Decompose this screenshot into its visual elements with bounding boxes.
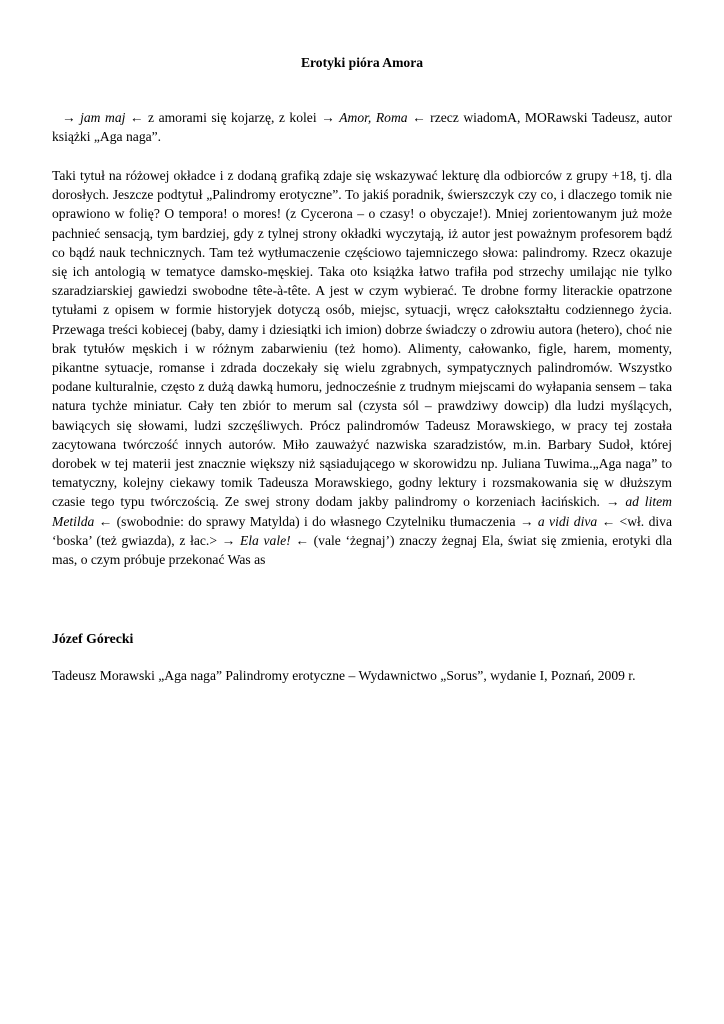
- palindrome-phrase: Ela vale!: [239, 532, 291, 548]
- arrow-left: ←: [295, 532, 309, 548]
- body-text: (swobodnie: do sprawy Matylda) i do własnego Czytelniku tłumaczenia: [112, 513, 520, 529]
- intro-text: z amorami się kojarzę, z kolei: [143, 110, 322, 125]
- palindrome-phrase: a vidi diva: [537, 513, 598, 529]
- arrow-right: →: [221, 532, 236, 548]
- body-text: <wł. diva ‘boska’ (też gwiazda), z łac.>: [52, 513, 672, 548]
- citation: Tadeusz Morawski „Aga naga” Palindromy erotyczne – Wydawnictwo „Sorus”, wydanie I, Poznań, 2009 r.: [52, 668, 636, 683]
- author-name: Józef Górecki: [52, 631, 134, 646]
- body-paragraph: [52, 166, 672, 569]
- palindrome-phrase: Amor, Roma: [339, 110, 408, 125]
- body-text: (vale ‘żegnaj’) znaczy żegnaj Ela, świat się zmienia, erotyki dla mas, o czym próbuje przekonać Was as: [52, 532, 673, 568]
- body-text: Taki tytuł na różowej okładce i z dodaną grafiką zdaje się wskazywać lekturę dla odbiorców z grupy +18, tj. dla dorosłych. Jeszcze podtytuł „Palindromy erotyczne”. To jakiś poradnik, świerszczyk czy co, i dlaczego tomik nie oprawiono w folię? O tempora! o mores! (z Cycerona – o czasy! o obyczaje!). Mniej zorientowanym już może pachnieć sensacją, tym bardziej, gdy z tylnej strony okładki wyczytają, iż autor jest poważnym profesorem bądź co bądź nauk technicznych. Tam też wytłumaczenie częściowo tajemniczego słowa: palindromy. Rzecz okazuje się ich antologią w tematyce damsko-męskiej. Taka oto książka łatwo trafiła pod strzechy umilając nie tylko szaradziarskiej gawiedzi swobodne tête-à-tête. A jest w czym wybierać. Te drobne formy literackie opatrzone tytułami z opisem w formie historyjek dotyczą osób, miejsc, sytuacji, wręcz całokształtu codziennego życia. Przewaga treści kobiecej (baby, damy i dziesiątki ich imion) dobrze świadczy o zdrowiu autora (hetero), choć nie brak tytułów męskich i w różnym zabarwieniu (też homo). Alimenty, całowanko, figle, harem, momenty, pikantne sytuacje, romanse i zdrada doczekały się wielu zgrabnych, sympatycznych palindromów. Wszystko podane kulturalnie, często z dużą dawką humoru, jednocześnie z trudnym miejscami do wyłapania sensem – taka natura tychże miniatur. Cały ten zbiór to merum sal (czysta sól – prawdziwy dowcip) dla ludzi myślących, bawiących się słowami, ludzi szczęśliwych. Prócz palindromów Tadeusz Morawskiego, w pracy tej została zacytowana twórczość innych autorów. Miło zauważyć nazwiska szaradzistów, m.in. Barbary Sudoł, której dorobek w tej materii jest znacznie większy niż sąsiadującego w skorowidzu np. Juliana Tuwima.„Aga naga” to tematyczny, kolejny ciekawy tomik Tadeusza Morawskiego, godny lektury i rozsmakowania się w dłuższym czasie tego typu twórczością. Ze swej strony dodam jakby palindromy o korzeniach łacińskich.: [52, 168, 672, 510]
- arrow-right: →: [519, 513, 534, 529]
- document-title: Erotyki pióra Amora: [300, 55, 424, 70]
- arrow-left: ←: [98, 513, 113, 529]
- arrow-right: →: [321, 110, 335, 125]
- palindrome-phrase: ad litem Metilda: [52, 494, 672, 529]
- intro-text: rzecz wiadomA, MORawski Tadeusz, autor książki „Aga naga”.: [52, 110, 672, 145]
- arrow-left: ←: [412, 110, 426, 125]
- arrow-right: →: [605, 494, 620, 510]
- arrow-left: ←: [601, 513, 616, 529]
- arrow-left: ←: [129, 110, 144, 125]
- palindrome-phrase: jam maj: [80, 110, 126, 125]
- intro-paragraph: [52, 108, 672, 146]
- arrow-right: →: [62, 110, 76, 125]
